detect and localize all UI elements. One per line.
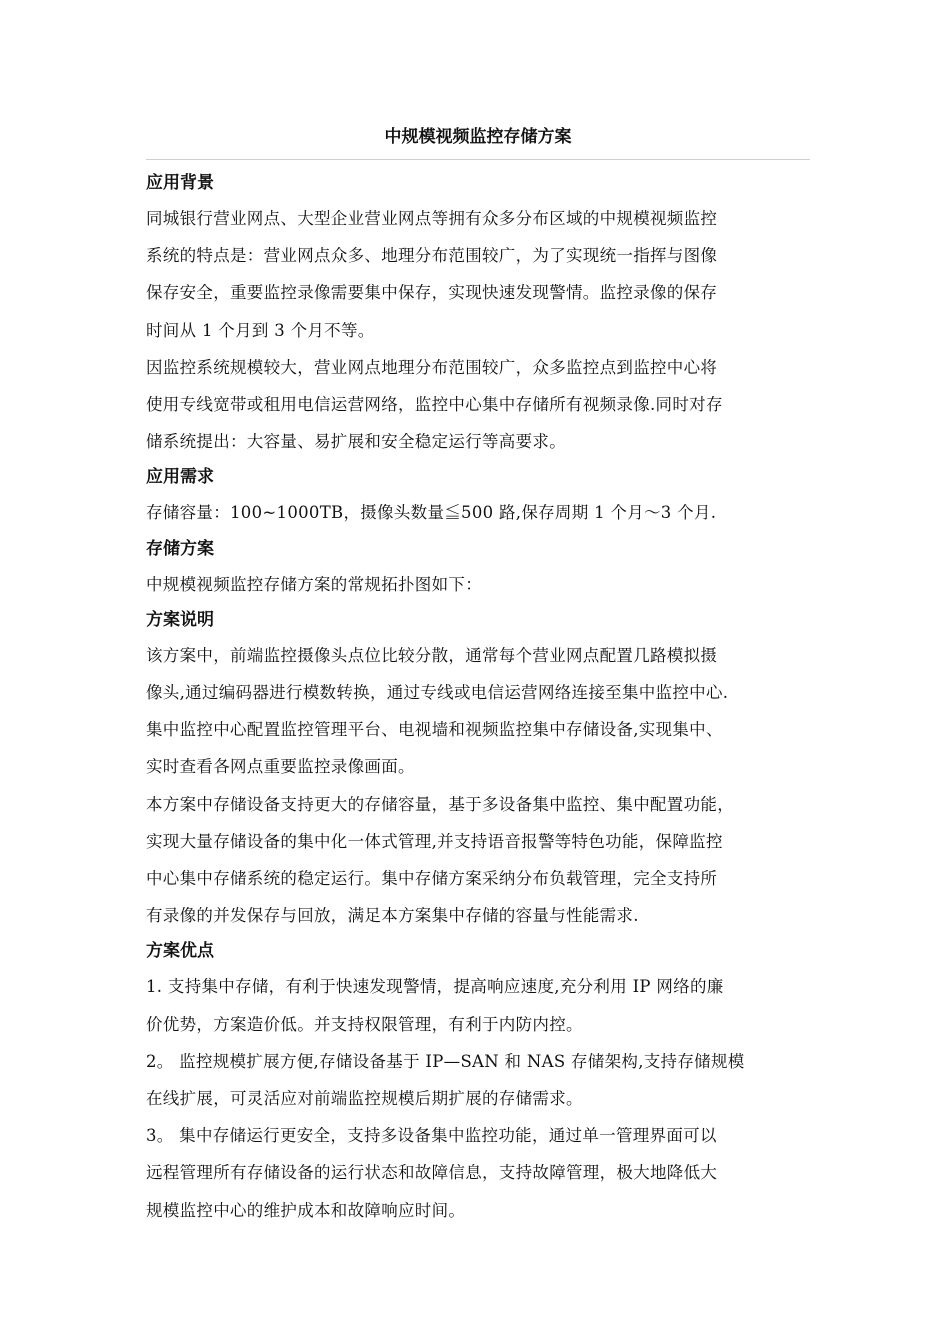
text-line: 1. 支持集中存储，有利于快速发现警情，提高响应速度,充分利用 IP 网络的廉 xyxy=(146,977,724,997)
text-line: 价优势，方案造价低。并支持权限管理，有利于内防内控。 xyxy=(146,1014,583,1034)
section-heading-background: 应用背景 xyxy=(146,173,214,193)
text-line: 因监控系统规模较大，营业网点地理分布范围较广，众多监控点到监控中心将 xyxy=(146,357,718,377)
text-line: 2。 监控规模扩展方便,存储设备基于 IP—SAN 和 NAS 存储架构,支持存储规模 xyxy=(146,1051,745,1071)
text-line: 时间从 1 个月到 3 个月不等。 xyxy=(146,320,375,340)
text-line: 同城银行营业网点、大型企业营业网点等拥有众多分布区域的中规模视频监控 xyxy=(146,209,718,228)
paragraph-description-1 xyxy=(146,637,810,786)
text-line: 该方案中，前端监控摄像头点位比较分散，通常每个营业网点配置几路模拟摄 xyxy=(146,645,718,665)
section-heading-requirements: 应用需求 xyxy=(146,467,214,488)
text-line: 系统的特点是：营业网点众多、地理分布范围较广，为了实现统一指挥与图像 xyxy=(146,246,718,266)
text-line: 使用专线宽带或租用电信运营网络，监控中心集中存储所有视频录像.同时对存 xyxy=(146,395,723,415)
text-line: 实时查看各网点重要监控录像画面。 xyxy=(146,757,415,777)
text-line: 有录像的并发保存与回放，满足本方案集中存储的容量与性能需求. xyxy=(146,906,639,926)
text-line: 规模监控中心的维护成本和故障响应时间。 xyxy=(146,1200,466,1220)
paragraph-requirements-1 xyxy=(146,494,810,531)
document-title: 中规模视频监控存储方案 xyxy=(384,127,572,147)
section-heading-solution: 存储方案 xyxy=(146,538,214,559)
text-line: 实现大量存储设备的集中化一体式管理,并支持语音报警等特色功能，保障监控 xyxy=(146,831,723,851)
section-heading-description: 方案说明 xyxy=(146,609,214,630)
text-line: 3。 集中存储运行更安全，支持多设备集中监控功能，通过单一管理界面可以 xyxy=(146,1126,717,1146)
text-line: 存储容量：100~1000TB，摄像头数量≦500 路,保存周期 1 个月～3 个月. xyxy=(146,503,717,523)
paragraph-background-1 xyxy=(146,200,810,349)
text-line: 远程管理所有存储设备的运行状态和故障信息，支持故障管理，极大地降低大 xyxy=(146,1163,718,1183)
document-page xyxy=(146,120,810,1229)
section-heading-advantages: 方案优点 xyxy=(146,941,214,962)
paragraph-advantage-2 xyxy=(146,1043,810,1117)
text-line: 本方案中存储设备支持更大的存储容量，基于多设备集中监控、集中配置功能， xyxy=(146,794,734,814)
text-line: 中规模视频监控存储方案的常规拓扑图如下： xyxy=(146,574,482,594)
text-line: 储系统提出：大容量、易扩展和安全稳定运行等高要求。 xyxy=(146,432,566,452)
paragraph-solution-1 xyxy=(146,566,810,603)
paragraph-background-2 xyxy=(146,349,810,461)
text-line: 保存安全，重要监控录像需要集中保存，实现快速发现警情。监控录像的保存 xyxy=(146,283,718,303)
paragraph-advantage-1 xyxy=(146,968,810,1042)
text-line: 集中监控中心配置监控管理平台、电视墙和视频监控集中存储设备,实现集中、 xyxy=(146,720,723,740)
paragraph-advantage-3 xyxy=(146,1117,810,1229)
text-line: 像头,通过编码器进行模数转换，通过专线或电信运营网络连接至集中监控中心. xyxy=(146,683,729,703)
text-line: 在线扩展，可灵活应对前端监控规模后期扩展的存储需求。 xyxy=(146,1089,583,1109)
paragraph-description-2 xyxy=(146,786,810,935)
text-line: 中心集中存储系统的稳定运行。集中存储方案采纳分布负载管理，完全支持所 xyxy=(146,869,718,889)
